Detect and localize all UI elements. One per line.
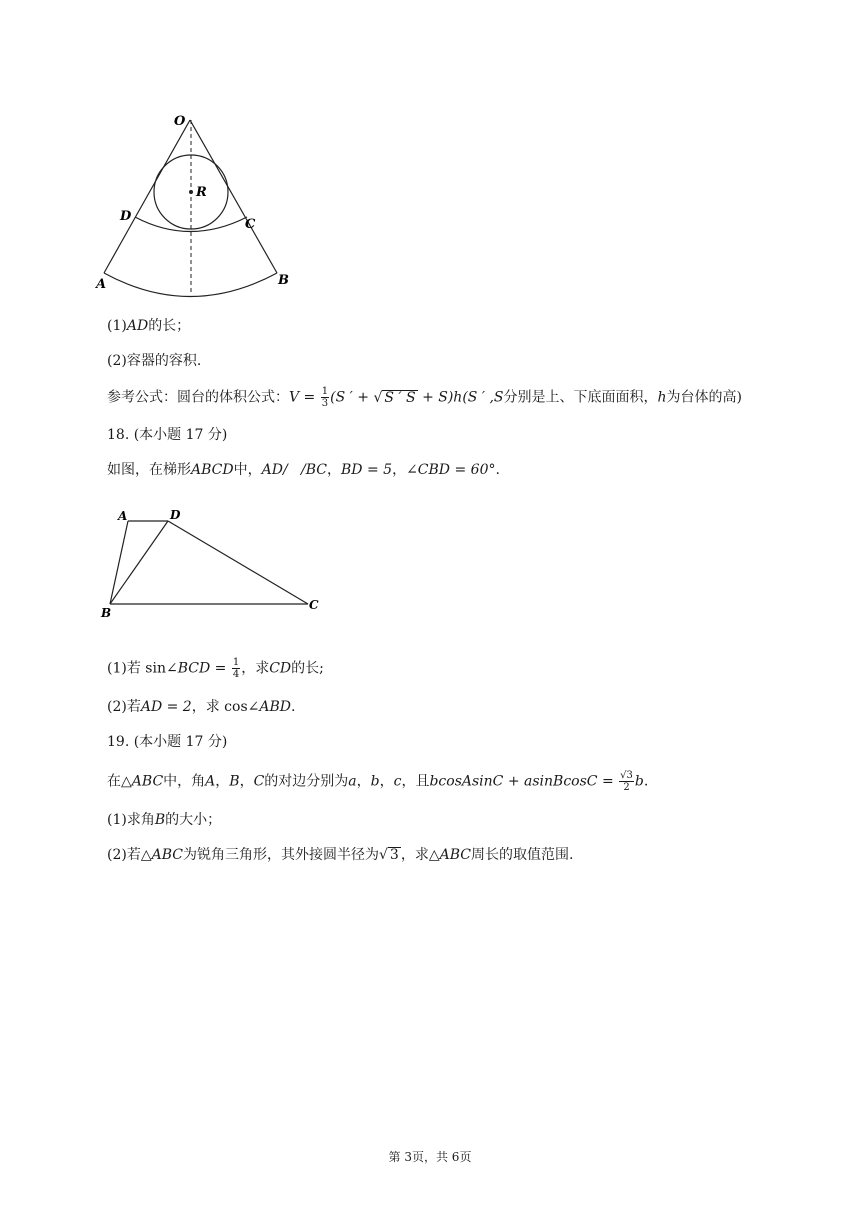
- q18-p2-b: ，求 cos∠: [191, 699, 260, 715]
- q18-p1-c: 的长;: [291, 660, 324, 677]
- q18-stem-b: 中，: [233, 462, 262, 478]
- page-footer: 第 3页，共 6页: [388, 1150, 472, 1164]
- q19-p2-d: 周长的取值范围.: [470, 847, 574, 863]
- q19-a-var: a: [348, 773, 357, 790]
- q19-c-var: c: [393, 773, 402, 790]
- q18-bc: /BC: [301, 462, 328, 478]
- label-D: D: [120, 209, 132, 224]
- ref-sqrt-radicand: S ′ S: [384, 389, 416, 406]
- q17-p1-var: AD: [126, 318, 149, 334]
- ref-formula-c: + S)h(S ′ ,S: [417, 389, 504, 406]
- ref-h: h: [657, 389, 667, 406]
- q18-p1-cd: CD: [269, 660, 292, 677]
- q18-angle: ∠CBD = 60°: [406, 462, 496, 478]
- q18-p1-bcd: BCD: [177, 660, 211, 677]
- q19-p2-sqrt: √ 3: [378, 847, 399, 863]
- q17-part1: [107, 316, 190, 336]
- ref-frac-den: 3: [321, 398, 329, 409]
- ref-formula-b: (S ′ +: [330, 389, 374, 406]
- q19-abc: ABC: [131, 773, 164, 790]
- q18-p1-frac: [232, 657, 240, 680]
- q19-c1: ，: [215, 773, 230, 790]
- q19-formula: bcosAsinC + asinBcosC =: [429, 773, 619, 790]
- q17-p1-num: (1): [107, 318, 127, 334]
- label-A2: A: [118, 509, 128, 523]
- q18-stem-c: ，: [327, 462, 342, 478]
- label-O: O: [174, 114, 186, 129]
- q18-p2-ad: AD = 2: [140, 699, 192, 715]
- q19-stem-b: 中，角: [163, 773, 206, 790]
- ref-fraction: [321, 386, 329, 409]
- q19-stem: [107, 770, 648, 793]
- q19-b-var: b: [370, 773, 380, 790]
- q18-part1: [107, 657, 324, 680]
- q17-reference-formula: [107, 386, 742, 409]
- q19-part2: [107, 845, 573, 865]
- q19-stem-a: 在△: [107, 773, 132, 790]
- q19-p2-abc2: ABC: [439, 847, 471, 863]
- q19-C: C: [253, 773, 265, 790]
- label-R: R: [196, 185, 207, 200]
- ref-text-1: 分别是上、下底面面积，: [503, 389, 658, 406]
- q18-stem: [107, 460, 500, 480]
- q18-header: 18. (本小题 17 分): [107, 427, 228, 443]
- q19-c3: ，: [356, 773, 371, 790]
- q18-p2-a: (2)若: [107, 699, 141, 715]
- q18-ad: AD/: [261, 462, 288, 478]
- q19-stem-end: .: [643, 773, 649, 790]
- label-B2: B: [101, 606, 112, 620]
- q19-c4: ，: [379, 773, 394, 790]
- q19-p1-a: (1)求角: [107, 812, 155, 828]
- q18-stem-end: .: [495, 462, 500, 478]
- label-A: A: [96, 277, 107, 292]
- q17-p1-text: 的长；: [148, 318, 191, 334]
- q19-A: A: [205, 773, 216, 790]
- q18-p1-den: 4: [232, 669, 240, 680]
- q18-p1-b: ，求: [241, 660, 270, 677]
- ref-formula-a: V =: [289, 389, 320, 406]
- edge-DC: [168, 521, 308, 604]
- q19-p2-b: 为锐角三角形，其外接圆半径为: [182, 847, 379, 863]
- ref-sqrt: √ S ′ S: [373, 389, 416, 406]
- figure-sector-circle: [90, 108, 330, 298]
- q19-header: 19. (本小题 17 分): [107, 734, 228, 750]
- figure-trapezoid: [96, 502, 336, 622]
- center-point-R: [189, 190, 193, 194]
- q19-stem-d: 的对边分别为: [264, 773, 349, 790]
- q19-p1-B: B: [154, 812, 166, 828]
- q18-abcd: ABCD: [191, 462, 234, 478]
- q18-p1-a: (1)若 sin∠: [107, 660, 178, 677]
- q18-p1-eq: =: [210, 660, 231, 677]
- label-C: C: [245, 217, 256, 232]
- q19-p2-c: ，求△: [400, 847, 440, 863]
- label-B: B: [278, 273, 289, 288]
- q19-frac-num: √3: [620, 770, 633, 781]
- ref-frac-num: 1: [321, 386, 329, 397]
- ref-text-2: 为台体的高): [666, 389, 742, 406]
- label-C2: C: [309, 598, 319, 612]
- q19-B: B: [229, 773, 240, 790]
- q18-p2-abd: ABD: [259, 699, 291, 715]
- q18-stem-d: ，: [392, 462, 407, 478]
- q19-p1-b: 的大小；: [165, 812, 222, 828]
- q18-part2: [107, 697, 295, 717]
- q19-tail: b: [634, 773, 644, 790]
- ref-prefix: 参考公式：圆台的体积公式：: [107, 389, 289, 406]
- q19-stem-e: ，且: [401, 773, 430, 790]
- q19-part1: [107, 810, 221, 830]
- q19-frac-den: 2: [623, 782, 630, 793]
- q18-p2-c: .: [290, 699, 296, 715]
- q19-p2-a: (2)若△: [107, 847, 152, 863]
- q19-frac: [619, 770, 634, 793]
- label-D2: D: [170, 508, 181, 522]
- q19-p2-sqrt-radicand: 3: [389, 847, 399, 863]
- q18-p1-num: 1: [232, 657, 240, 668]
- q19-p2-abc: ABC: [151, 847, 183, 863]
- q19-c2: ，: [239, 773, 254, 790]
- q18-stem-a: 如图，在梯形: [107, 462, 191, 478]
- q18-bd: BD = 5: [341, 462, 393, 478]
- q17-part2: (2)容器的容积.: [107, 353, 202, 369]
- sector-left-edge: [104, 120, 190, 273]
